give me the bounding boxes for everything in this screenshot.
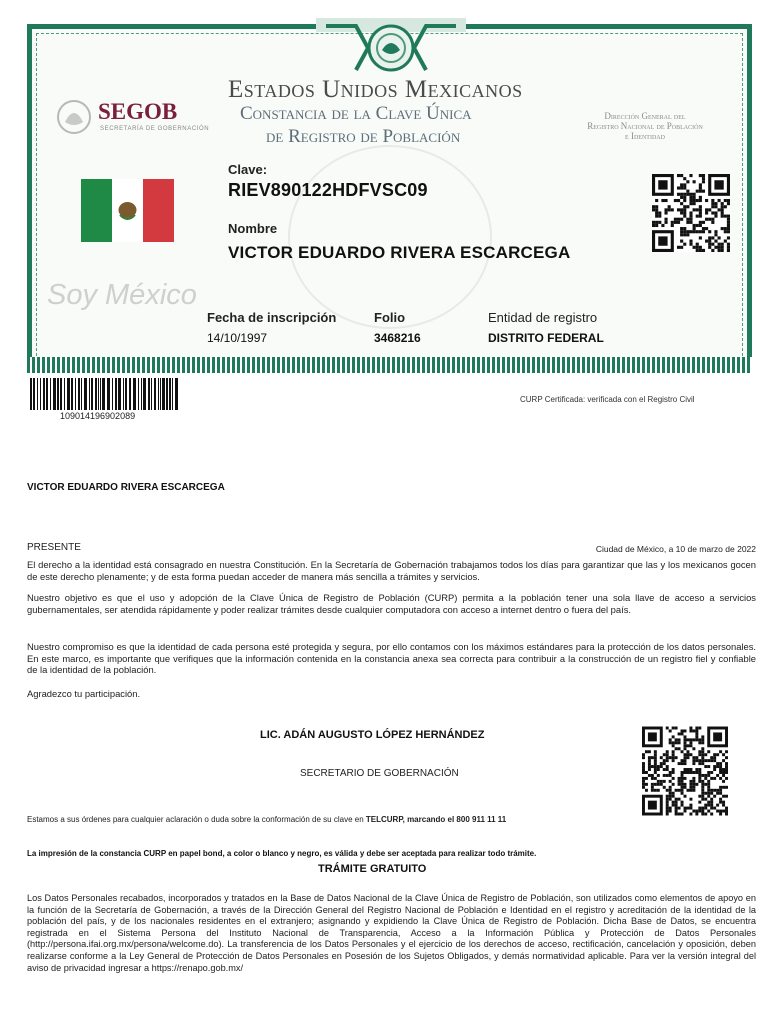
nombre-value: VICTOR EDUARDO RIVERA ESCARCEGA bbox=[228, 243, 571, 262]
curp-certified-note: CURP Certificada: verificada con el Registro Civil bbox=[520, 395, 695, 404]
telcurp-phone: TELCURP, marcando el 800 911 11 11 bbox=[365, 815, 507, 824]
folio-label: Folio bbox=[374, 310, 406, 325]
document-title-line1: Constancia de la Clave Única bbox=[240, 103, 472, 124]
nombre-label: Nombre bbox=[228, 221, 278, 236]
fecha-inscripcion-value: 14/10/1997 bbox=[207, 331, 268, 345]
letter-date: Ciudad de México, a 10 de marzo de 2022 bbox=[595, 544, 756, 554]
printing-validity-note: La impresión de la constancia CURP en papel bond, a color o blanco y negro, es válida y debe ser aceptada para realizar todo trámite. bbox=[27, 849, 537, 858]
entidad-value: DISTRITO FEDERAL bbox=[488, 331, 604, 345]
document-title-line2: de Registro de Población bbox=[266, 126, 461, 147]
clave-label: Clave: bbox=[228, 162, 268, 177]
segob-subtitle: SECRETARÍA DE GOBERNACIÓN bbox=[100, 126, 210, 132]
letter-paragraph-4: Agradezco tu participación. bbox=[27, 688, 141, 699]
flag-green-stripe bbox=[81, 179, 112, 242]
fecha-inscripcion-label: Fecha de inscripción bbox=[207, 310, 337, 325]
flag-white-stripe bbox=[112, 179, 143, 242]
country-title: Estados Unidos Mexicanos bbox=[228, 76, 523, 103]
agency-name-line3: e Identidad bbox=[625, 131, 665, 141]
national-seal-watermark bbox=[288, 145, 492, 329]
letter-paragraph-2: Nuestro objetivo es que el uso y adopción de la Clave Única de Registro de Población (CURP) permita a la población tener una sola llave de acceso a servicios gubernamentales, ser atendida rápidamente y poder realizar trámites desde cualquier computadora con acceso a internet dentro o fuera del país. bbox=[27, 592, 756, 615]
curp-value: RIEV890122HDFVSC09 bbox=[228, 180, 428, 200]
letter-addressee: VICTOR EDUARDO RIVERA ESCARCEGA bbox=[27, 482, 225, 493]
soy-mexico-watermark: Soy México bbox=[47, 279, 197, 311]
certificate-qr-code-icon bbox=[652, 174, 730, 252]
mexican-flag-icon bbox=[81, 179, 174, 242]
national-crest-icon bbox=[316, 18, 466, 78]
letter-paragraph-3: Nuestro compromiso es que la identidad de cada persona esté protegida y segura, por ello contamos con los máximos estándares para la protección de los datos personales. En este marco, es importante que verifiques que la información contenida en la constancia anexa sea correcta para contribuir a la construcción de un registro fiel y confiable de la identidad de la población. bbox=[27, 641, 756, 676]
signer-title: SECRETARIO DE GOBERNACIÓN bbox=[300, 768, 459, 779]
segob-logo-text: SEGOB bbox=[98, 99, 178, 124]
free-procedure-heading: TRÁMITE GRATUITO bbox=[318, 863, 427, 875]
folio-value: 3468216 bbox=[374, 331, 421, 345]
certificate-bottom-band bbox=[27, 357, 752, 373]
agency-name-line1: Dirección General del bbox=[604, 111, 686, 121]
signer-name: LIC. ADÁN AUGUSTO LÓPEZ HERNÁNDEZ bbox=[260, 729, 485, 741]
letter-qr-code-icon bbox=[642, 726, 728, 816]
barcode-number: 109014196902089 bbox=[60, 411, 136, 421]
flag-red-stripe bbox=[143, 179, 174, 242]
entidad-label: Entidad de registro bbox=[488, 310, 598, 325]
contact-prefix: Estamos a sus órdenes para cualquier aclaración o duda sobre la conformación de su clave en bbox=[27, 815, 366, 824]
contact-line bbox=[27, 815, 506, 824]
letter-paragraph-1: El derecho a la identidad está consagrado en nuestra Constitución. En la Secretaría de Gobernación trabajamos todos los días para garantizar que las y los mexicanos gocen de este derecho plenamente; y de esta forma puedan acceder de manera más sencilla a trámites y servicios. bbox=[27, 559, 756, 582]
letter-presente: PRESENTE bbox=[27, 542, 81, 553]
flag-emblem-icon bbox=[112, 179, 143, 242]
barcode-icon bbox=[30, 378, 178, 410]
segob-eagle-icon bbox=[56, 98, 92, 136]
agency-name-line2: Registro Nacional de Población bbox=[587, 121, 703, 131]
privacy-notice: Los Datos Personales recabados, incorporados y tratados en la Base de Datos Nacional de la Clave Única de Registro de Población, son utilizados como elementos de apoyo en la función de la Secretaría de Gobernación, a través de la Dirección General del Registro Nacional de Población e Identidad en el registro y acreditación de la identidad de la población del país, y de los nacionales residentes en el extranjero; asignando y expidiendo la Clave Única de Registro de Población. Dicha Base de Datos, se encuentra registrada en el Sistema Persona del Instituto Nacional de Transparencia, Acceso a la Información Pública y Protección de Datos Personales (http://persona.ifai.org.mx/persona/welcome.do). La transferencia de los Datos Personales y el ejercicio de los derechos de acceso, rectificación, cancelación y oposición, deben realizarse conforme a la Ley General de Protección de Datos Personales en Posesión de los Sujetos Obligados, y demás normatividad aplicable. Para ver la versión integral del aviso de privacidad ingresar a https://renapo.gob.mx/ bbox=[27, 893, 756, 973]
